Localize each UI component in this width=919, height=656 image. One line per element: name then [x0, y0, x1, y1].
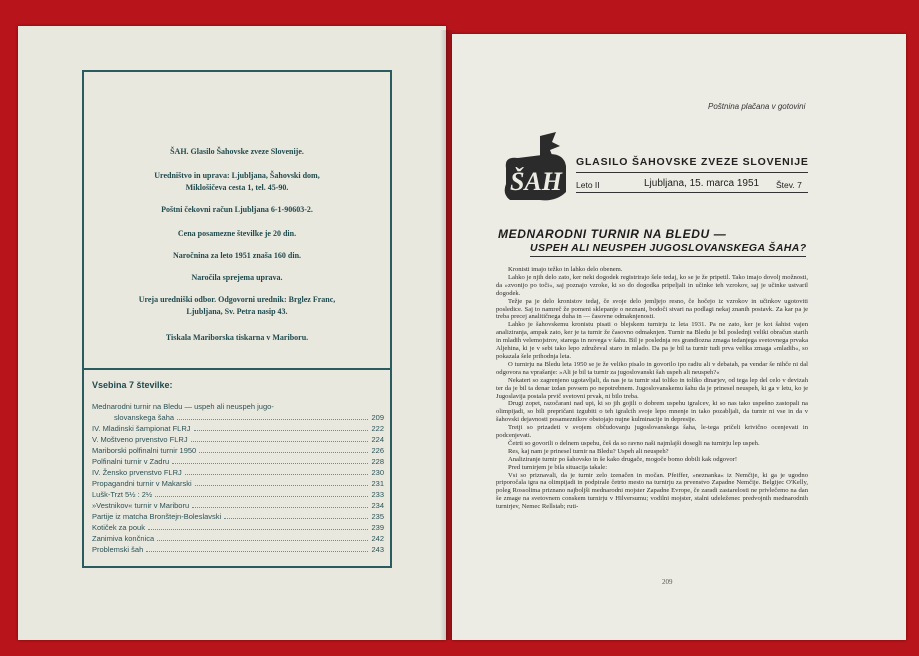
contents-leader [195, 485, 368, 486]
imprint-line: Naročila sprejema uprava. [191, 273, 283, 282]
contents-item-title: Lušk-Trzt 5½ : 2½ [92, 490, 153, 499]
contents-item-page: 243 [371, 545, 384, 554]
imprint-line: Ureja uredniški odbor. Odgovorni urednik: Brglez Franc, [138, 295, 336, 304]
contents-leader [157, 540, 368, 541]
article-paragraph: O turnirju na Bledu leta 1950 se je že veliko pisalo in govorilo ipo radiu ali v debatah, pa vendar še nihče ni dal odgovora na vprašanje: »Ali je bil ta turnir za jugoslovanski šah uspeh ali neuspeh?« [496, 360, 808, 376]
contents-item-title: Partije iz matcha Bronštejn-Boleslavski [92, 512, 222, 521]
contents-leader [172, 463, 368, 464]
title-rule [530, 256, 806, 257]
contents-item-page: 226 [371, 446, 384, 455]
contents-leader [224, 518, 368, 519]
contents-item-page: 209 [371, 413, 384, 422]
contents-item-title: Mednarodni turnir na Bledu — uspeh ali neuspeh jugo- [92, 402, 274, 411]
contents-leader [191, 441, 368, 442]
contents-item-title: IV. Žensko prvenstvo FLRJ [92, 468, 182, 477]
imprint-line: Tiskala Mariborska tiskarna v Mariboru. [165, 333, 309, 342]
postage-note: Poštnina plačana v gotovini [708, 102, 806, 111]
imprint-line: Ljubljana, Sv. Petra nasip 43. [186, 307, 288, 316]
sah-logo-icon [500, 130, 572, 204]
issue-number: Štev. 7 [776, 180, 802, 190]
article-paragraph: Res, kaj nam je prinesel turnir na Bledu? Uspeh ali neuspeh? [508, 447, 669, 455]
contents-item-page: 235 [371, 512, 384, 521]
contents-item-title: Polfinalni turnir v Zadru [92, 457, 170, 466]
contents-leader [192, 507, 368, 508]
contents-item-title: Propagandni turnir v Makarski [92, 479, 192, 488]
article-paragraph: Nekateri so zagrenjeno ugotavljali, da nas je ta turnir stal toliko in toliko dinarjev, od tega lep del celo v devizah ter da je bil ta denar izdan povsem po nepotrebnem. Jugoslovanskemu šahu da je prinesel neuspeh, ki ga v letu, ko je Jugoslavija postala prvič svetovni prvak, ni bilo treba. [496, 376, 808, 400]
imprint-line: Cena posamezne številke je 20 din. [177, 229, 297, 238]
issue-year: Leto II [576, 180, 600, 190]
contents-box [82, 368, 392, 568]
article-subtitle: USPEH ALI NEUSPEH JUGOSLOVANSKEGA ŠAHA? [530, 242, 807, 254]
contents-leader [185, 474, 368, 475]
article-paragraph: Vsi so priznavali, da je turnir zelo izenačen in močan. Pfeiffer, »neznanka« iz Nemčije, ki ga je ugodno priporočala igra na olimpijadi in podpirale četrto mesto na turnirju za prvenstvo Zapadne Nemčije. Belgijec O'Kelly, poleg Rossolima priznano najboljši mednarodni mojster Zapadne Evrope, če zaradi zastarelosti ne privlečemo na dan še zmage na svetovnem conskem turnirju v Hilversumu; vodilni mojster, stalni udeleženec predvojnih mednarodnih turnirjev, Nemec Rellstab; ruti- [496, 471, 808, 511]
contents-item-title: Zanimiva končnica [92, 534, 155, 543]
issue-date: Ljubljana, 15. marca 1951 [644, 178, 760, 189]
contents-leader [146, 551, 368, 552]
article-paragraph: Kronisti imajo težko in lahko delo obenem. [508, 266, 623, 273]
contents-item-page: 233 [371, 490, 384, 499]
contents-leader [148, 529, 368, 530]
page-number: 209 [662, 578, 673, 586]
masthead: GLASILO ŠAHOVSKE ZVEZE SLOVENIJE [576, 156, 809, 168]
article-paragraph: Lahko je šahovskemu kronistu pisati o blejskem turnirju iz leta 1931. Pa ne zato, ker je kot šahist vajen analiziranja, ampak zato, ker je ta turnir že časovno odmaknjen. Turnir na Bledu je bil poslednji veliki obračun starih in mladih velemojstrov, starega in novega v šahu. Bil je poslednja res grandiozna zmaga tedanjega svetovnega prvaka Aljehina, ki je v sebi tako lepo združeval staro in mlado. Da pa je bil ta turnir tudi prva velika zmaga »mladih«, so pokazala šele prihodnja leta. [496, 321, 808, 360]
contents-item-title: slovanskega šaha [114, 413, 175, 422]
article-body [496, 266, 808, 511]
masthead-rule-bottom [576, 192, 808, 193]
contents-item-title: V. Moštveno prvenstvo FLRJ [92, 435, 188, 444]
contents-item-page: 228 [371, 457, 384, 466]
article-paragraph: Pred turnirjem je bila situacija takale: [508, 463, 608, 471]
contents-leader [199, 452, 368, 453]
masthead-rule [576, 172, 808, 173]
right-page [452, 34, 906, 640]
article-paragraph: Analiziranje turnir po šahovsko in še kako drugače, mogoče bomo dobili kak odgovor! [508, 455, 738, 463]
svg-text:ŠAH: ŠAH [509, 167, 563, 196]
contents-item-page: 222 [371, 424, 384, 433]
contents-item-page: 224 [371, 435, 384, 444]
contents-item-page: 242 [371, 534, 384, 543]
article-paragraph: Težje pa je delo kronistov tedaj, če svoje delo jemljejo resno, če hočejo iz vzrokov in učinkov ugotoviti posledice. Saj to namreč že pomeni sklepanje o neznani, bodoči stvari na podlagi nekaj znanih postavk. Za kar pa je treba precej analitičnega duha in — časovne odmaknjenosti. [496, 297, 808, 321]
contents-leader [177, 419, 368, 420]
contents-item-page: 234 [371, 501, 384, 510]
imprint-box [82, 70, 392, 370]
contents-item-page: 230 [371, 468, 384, 477]
contents-leader [155, 496, 368, 497]
imprint-line: ŠAH. Glasilo Šahovske zveze Slovenije. [170, 147, 304, 156]
contents-item-title: Kotiček za pouk [92, 523, 145, 532]
article-paragraph: Drugi zopet, razočarani nad upi, ki so jih gojili o dobrem uspehu igralcev, ki so nas tako uspešno zastopali na olimpijadi, so bili prepričani izgubiti o teh igralcih svoje lepo mnenje in tako pozabljali, da turnir ni vse in da v šahovski dejavnosti posameznikov obstojajo nujne kulminacije in depresije. [496, 400, 808, 424]
article-paragraph: Tretji so prizadeti v svojem občudovanju jugoslovanskega šaha, le-tega pričeli krivično ocenjevati in podcenjevati. [496, 424, 808, 440]
article-title: MEDNARODNI TURNIR NA BLEDU — [498, 227, 727, 241]
contents-item-page: 231 [371, 479, 384, 488]
imprint-line: Miklošičeva cesta 1, tel. 45-90. [185, 183, 289, 192]
imprint-line: Uredništvo in uprava: Ljubljana, Šahovski dom, [154, 171, 320, 180]
article-paragraph: Lahko je njih delo zato, ker neki dogodek registrirajo šele tedaj, ko se je že pripetil. Tako imajo dovolj možnosti, da »zvonijo po toči«, saj poznajo vzroke, ki so do dogodka pripeljali in učinke teh vzrokov, saj je učinke ustvaril dogodek. [496, 273, 808, 297]
contents-item-title: Mariborski polfinalni turnir 1950 [92, 446, 197, 455]
contents-item-title: »Vestnikov« turnir v Mariboru [92, 501, 190, 510]
left-page [18, 26, 446, 640]
contents-heading: Vsebina 7 številke: [92, 380, 173, 390]
imprint-line: Poštni čekovni račun Ljubljana 6-1-90603-2. [161, 205, 313, 214]
contents-item-title: IV. Mladinski šampionat FLRJ [92, 424, 191, 433]
imprint-line: Naročnina za leto 1951 znaša 160 din. [172, 251, 302, 260]
article-paragraph: Četrti so govorili o delnem uspehu, češ da so ravno naši najmlajši dosegli na turnirju lep uspeh. [508, 439, 760, 447]
contents-leader [194, 430, 368, 431]
contents-item-title: Problemski šah [92, 545, 144, 554]
contents-item-page: 239 [371, 523, 384, 532]
